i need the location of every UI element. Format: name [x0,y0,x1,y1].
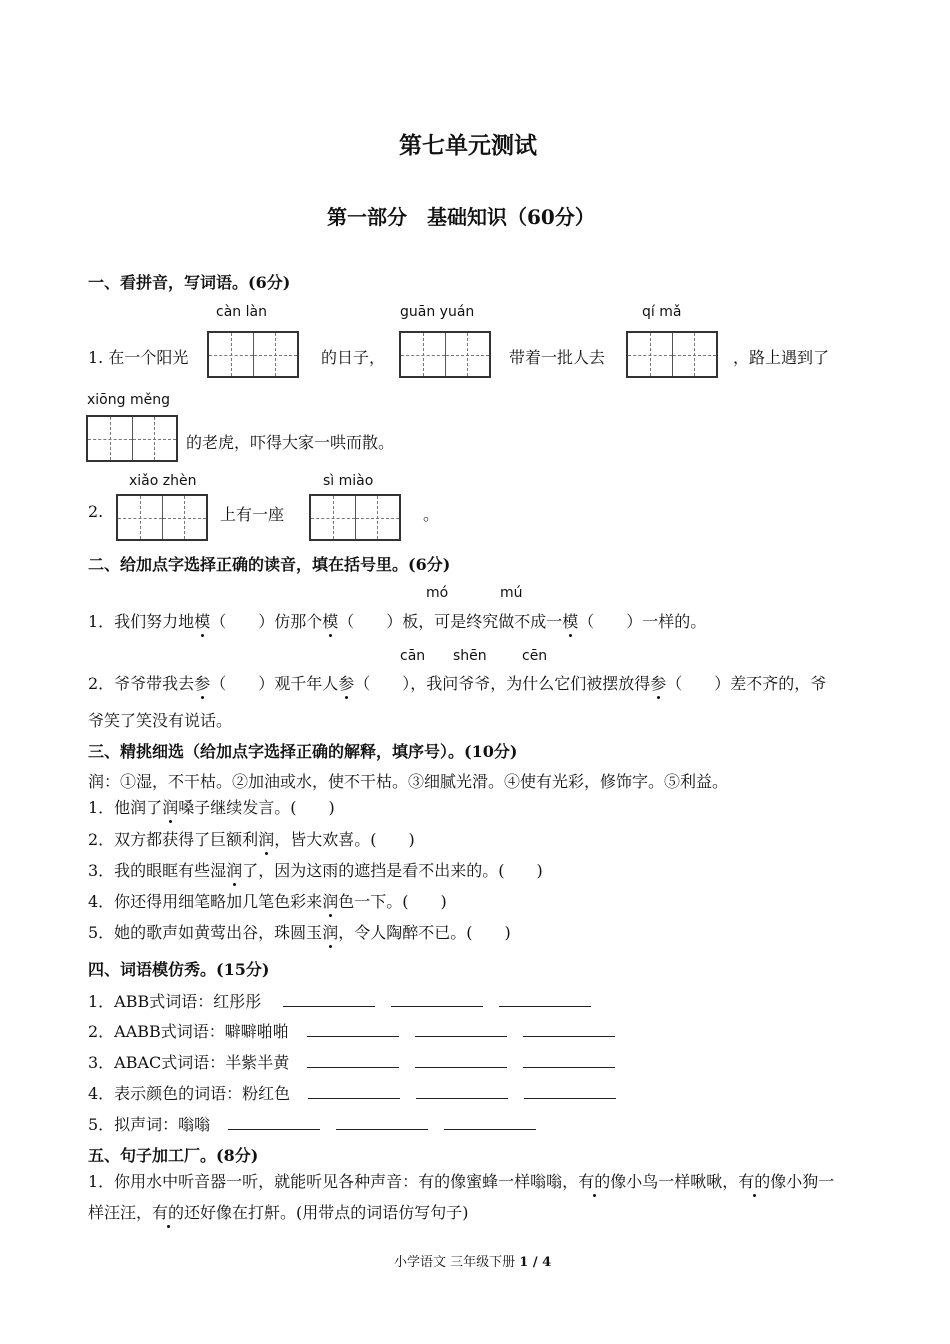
answer-blank[interactable] [308,1084,400,1099]
question-line: 样汪汪，有的还好像在打鼾。(用带点的词语仿写句子) [88,1200,469,1223]
pinyin: càn làn [216,304,267,320]
dotted-char: 模 [322,609,338,632]
question-text: ，路上遇到了 [733,348,830,367]
answer-blank[interactable] [416,1084,508,1099]
pinyin: guān yuán [400,304,475,320]
answer-blank[interactable] [391,992,483,1007]
dotted-char: 润 [322,920,338,943]
question-number: 2. [88,502,104,521]
answer-blank[interactable] [283,992,375,1007]
page-title: 第七单元测试 [399,132,537,159]
dotted-char: 参 [338,671,354,694]
part-title: 第一部分 基础知识（60分） [327,205,595,229]
section-3-heading: 三、精挑细选（给加点字选择正确的解释，填序号）。(10分) [88,742,518,761]
dotted-char: 润 [162,795,178,818]
dotted-char: 参 [194,671,210,694]
question-line: 4．你还得用细笔略加几笔色彩来润色一下。( ) [88,889,447,912]
writing-grid[interactable] [86,415,178,462]
dotted-word: 有的 [578,1169,610,1192]
dotted-char: 模 [562,609,578,632]
question-line: 1．ABB式词语：红彤彤 [88,989,591,1012]
question-line: 2．爷爷带我去参（ ）观千年人参（ ），我问爷爷，为什么它们被摆放得参（ ）差不齐的，爷 [88,671,826,694]
dotted-char: 润 [258,827,274,850]
question-line: 3．ABAC式词语：半紫半黄 [88,1050,615,1073]
answer-blank[interactable] [228,1115,320,1130]
pinyin: qí mǎ [642,304,682,320]
answer-blank[interactable] [307,1053,399,1068]
question-line: 1．他润了润嗓子继续发言。( ) [88,795,335,818]
question-line: 2．双方都获得了巨额利润，皆大欢喜。( ) [88,827,415,850]
question-text: 1. 在一个阳光 [88,348,189,367]
answer-blank[interactable] [415,1022,507,1037]
section-5-heading: 五、句子加工厂。(8分) [88,1146,259,1165]
question-text: 的日子， [321,348,386,367]
question-line: 4．表示颜色的词语：粉红色 [88,1081,616,1104]
pinyin: xiōng měng [87,392,170,408]
dotted-word: 有的 [152,1200,184,1223]
definition-line: 润：①湿，不干枯。②加油或水，使不干枯。③细腻光滑。④使有光彩，修饰字。⑤利益。 [88,772,729,791]
question-text: 带着一批人去 [509,348,606,367]
question-line: 1．你用水中听音器一听，就能听见各种声音：有的像蜜蜂一样嗡嗡，有的像小鸟一样啾啾，有的像小狗一 [88,1169,834,1192]
writing-grid[interactable] [116,494,208,541]
pinyin: mú [500,585,523,601]
section-4-heading: 四、词语模仿秀。(15分) [88,960,270,979]
answer-blank[interactable] [307,1022,399,1037]
writing-grid[interactable] [207,331,299,378]
dotted-char: 润 [226,858,242,881]
question-line: 5．她的歌声如黄莺出谷，珠圆玉润，令人陶醉不已。( ) [88,920,511,943]
dotted-char: 模 [194,609,210,632]
question-text: 上有一座 [220,505,285,524]
page-footer: 小学语文 三年级下册 1 / 4 [394,1255,552,1270]
answer-blank[interactable] [499,992,591,1007]
answer-blank[interactable] [336,1115,428,1130]
question-text: 的老虎，吓得大家一哄而散。 [186,433,395,452]
question-line: 3．我的眼眶有些湿润了，因为这雨的遮挡是看不出来的。( ) [88,858,543,881]
pinyin: shēn [453,648,487,664]
answer-blank[interactable] [524,1084,616,1099]
question-line: 爷笑了笑没有说话。 [88,711,233,730]
section-1-heading: 一、看拼音，写词语。(6分) [88,273,291,292]
pinyin: xiǎo zhèn [129,473,197,489]
question-line: 5．拟声词：嗡嗡 [88,1112,536,1135]
dotted-word: 有的 [738,1169,770,1192]
answer-blank[interactable] [523,1053,615,1068]
question-text: 。 [423,505,440,524]
writing-grid[interactable] [399,331,491,378]
question-line: 1．我们努力地模（ ）仿那个模（ ）板，可是终究做不成一模（ ）一样的。 [88,609,706,632]
pinyin: cēn [522,648,548,664]
pinyin: cān [400,648,426,664]
dotted-char: 参 [650,671,666,694]
answer-blank[interactable] [444,1115,536,1130]
question-line: 2．AABB式词语：噼噼啪啪 [88,1019,615,1042]
answer-blank[interactable] [415,1053,507,1068]
writing-grid[interactable] [626,331,718,378]
dotted-char: 润 [322,889,338,912]
pinyin: sì miào [323,473,374,489]
section-2-heading: 二、给加点字选择正确的读音，填在括号里。(6分) [88,555,451,574]
pinyin: mó [426,585,449,601]
page-number: 1 / 4 [519,1255,552,1270]
answer-blank[interactable] [523,1022,615,1037]
writing-grid[interactable] [309,494,401,541]
